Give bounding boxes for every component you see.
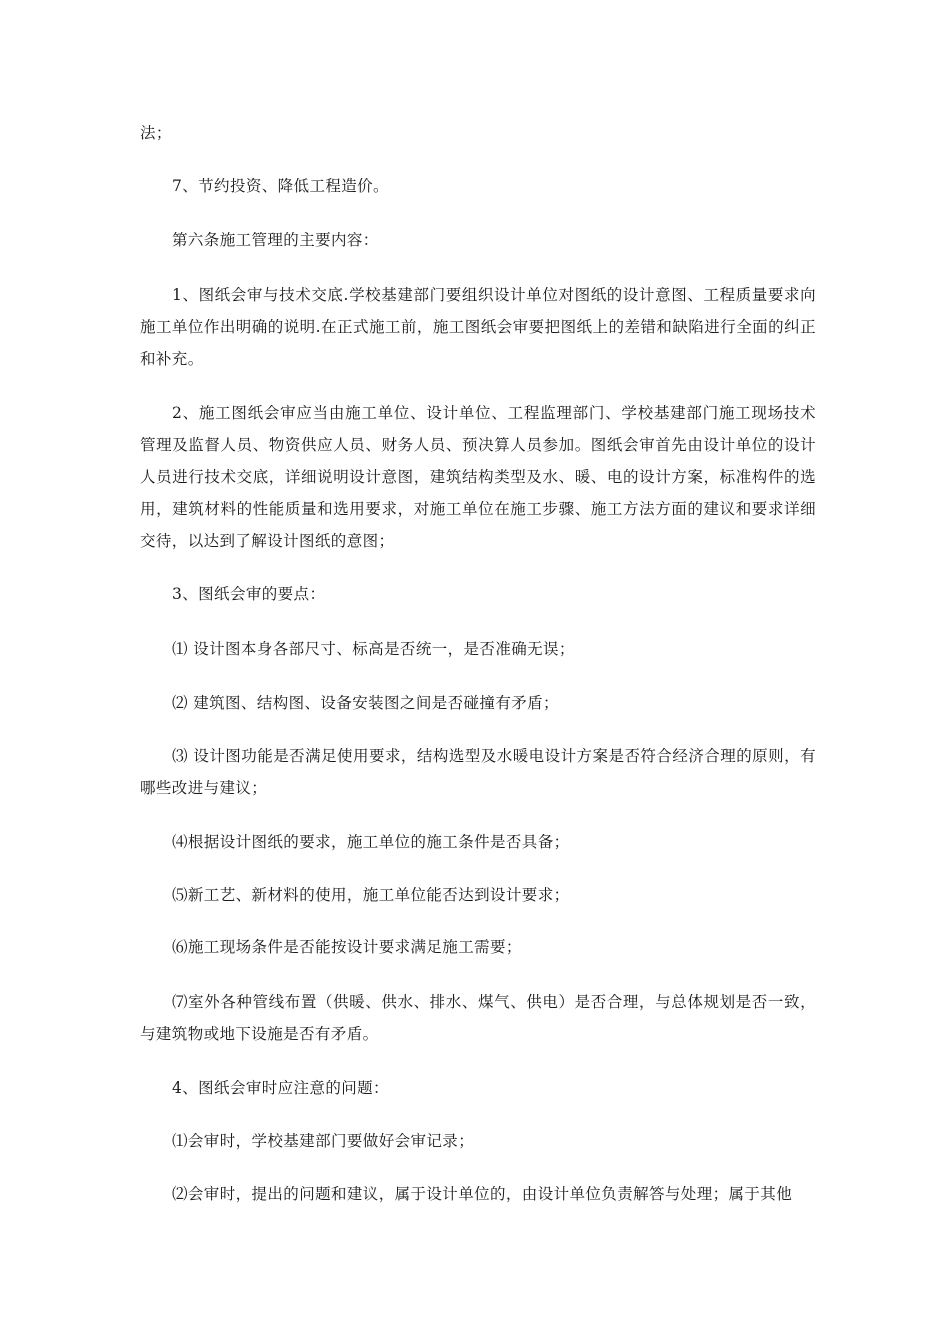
- list-item-point-3: ⑶ 设计图功能是否满足使用要求，结构选型及水暖电设计方案是否符合经济合理的原则，有哪些改进与建议；: [140, 747, 816, 797]
- paragraph-item-2: 2、施工图纸会审应当由施工单位、设计单位、工程监理部门、学校基建部门施工现场技术管理及监督人员、物资供应人员、财务人员、预决算人员参加。图纸会审首先由设计单位的设计人员进行技术交底，详细说明设计意图，建筑结构类型及水、暖、电的设计方案，标准构件的选用，建筑材料的性能质量和选用要求，对施工单位在施工步骤、施工方法方面的建议和要求详细交待，以达到了解设计图纸的意图；: [140, 404, 816, 550]
- list-item-note-1: ⑴会审时，学校基建部门要做好会审记录；: [172, 1132, 475, 1150]
- list-item-point-5: ⑸新工艺、新材料的使用，施工单位能否达到设计要求；: [172, 886, 570, 904]
- paragraph-item-3: 3、图纸会审的要点：: [172, 585, 326, 603]
- paragraph-item-7: 7、节约投资、降低工程造价。: [172, 177, 389, 195]
- list-item-point-2: ⑵ 建筑图、结构图、设备安装图之间是否碰撞有矛盾；: [172, 694, 559, 712]
- paragraph-continuation: 法；: [140, 124, 172, 142]
- list-item-point-4: ⑷根据设计图纸的要求，施工单位的施工条件是否具备；: [172, 833, 570, 851]
- list-item-point-1: ⑴ 设计图本身各部尺寸、标高是否统一，是否准确无误；: [172, 640, 575, 658]
- list-item-note-2: ⑵会审时，提出的问题和建议，属于设计单位的，由设计单位负责解答与处理；属于其他: [172, 1185, 793, 1203]
- list-item-point-6: ⑹施工现场条件是否能按设计要求满足施工需要；: [172, 938, 522, 956]
- list-item-point-7: ⑺室外各种管线布置（供暖、供水、排水、煤气、供电）是否合理，与总体规划是否一致，与建筑物或地下设施是否有矛盾。: [140, 993, 816, 1043]
- paragraph-item-1: 1、图纸会审与技术交底.学校基建部门要组织设计单位对图纸的设计意图、工程质量要求向施工单位作出明确的说明.在正式施工前，施工图纸会审要把图纸上的差错和缺陷进行全面的纠正和补充。: [140, 286, 816, 368]
- paragraph-item-4: 4、图纸会审时应注意的问题：: [172, 1079, 389, 1097]
- section-heading-article-6: 第六条施工管理的主要内容：: [172, 231, 379, 249]
